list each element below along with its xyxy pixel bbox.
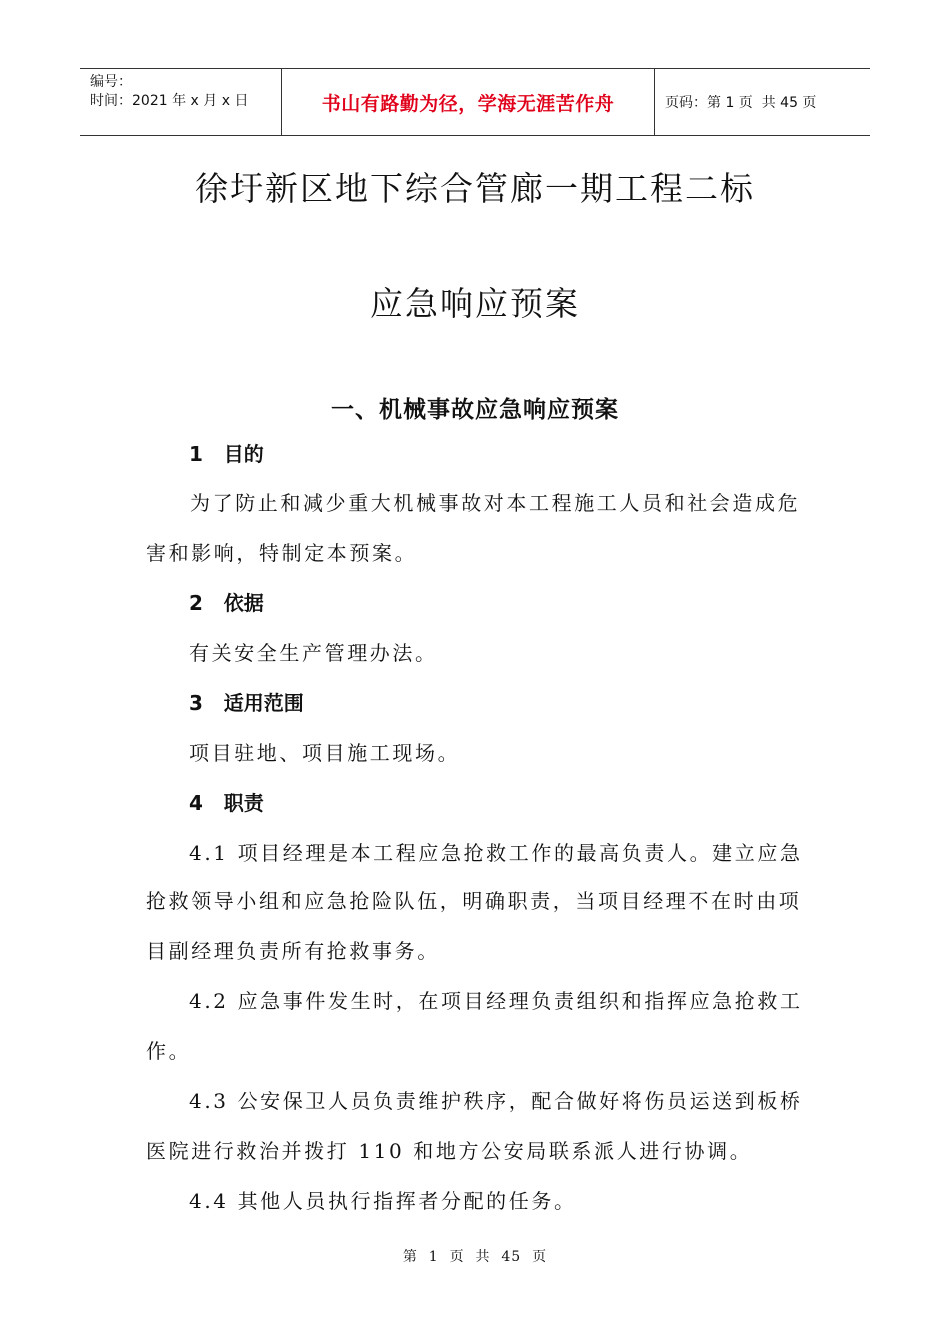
header-motto: 书山有路勤为径，学海无涯苦作舟 <box>282 69 655 135</box>
paragraph-line: 抢救领导小组和应急抢险队伍，明确职责，当项目经理不在时由项 <box>146 889 802 913</box>
subsection-heading-basis: 2 依据 <box>189 591 264 615</box>
paragraph-line: 作。 <box>146 1039 192 1063</box>
paragraph-line: 医院进行救治并拨打 110 和地方公安局联系派人进行协调。 <box>146 1139 753 1163</box>
paragraph-line: 4.1 项目经理是本工程应急抢救工作的最高负责人。建立应急 <box>189 841 803 865</box>
paragraph-line: 项目驻地、项目施工现场。 <box>189 741 461 765</box>
document-title: 徐圩新区地下综合管廊一期工程二标 <box>195 169 755 208</box>
paragraph-line: 有关安全生产管理办法。 <box>189 641 438 665</box>
document-header <box>80 68 870 136</box>
header-meta-cell <box>80 69 282 135</box>
subsection-heading-purpose: 1 目的 <box>189 442 264 466</box>
paragraph-line: 4.4 其他人员执行指挥者分配的任务。 <box>189 1189 577 1213</box>
subsection-heading-scope: 3 适用范围 <box>189 691 304 715</box>
section-heading: 一、机械事故应急响应预案 <box>331 397 619 423</box>
page-footer: 第 1 页 共 45 页 <box>402 1249 548 1265</box>
header-page-cell <box>655 69 870 135</box>
subsection-heading-duties: 4 职责 <box>189 791 264 815</box>
paragraph-line: 4.2 应急事件发生时，在项目经理负责组织和指挥应急抢救工 <box>189 989 803 1013</box>
paragraph-line: 目副经理负责所有抢救事务。 <box>146 939 440 963</box>
paragraph-line: 为了防止和减少重大机械事故对本工程施工人员和社会造成危 <box>190 491 801 515</box>
paragraph-line: 4.3 公安保卫人员负责维护秩序，配合做好将伤员运送到板桥 <box>189 1089 803 1113</box>
document-subtitle: 应急响应预案 <box>370 284 580 323</box>
document-number-label: 编号： <box>90 74 132 90</box>
paragraph-line: 害和影响，特制定本预案。 <box>146 541 418 565</box>
header-page-info: 页码：第 1 页 共 45 页 <box>665 95 817 111</box>
document-time-label: 时间：2021 年 x 月 x 日 <box>90 93 249 109</box>
